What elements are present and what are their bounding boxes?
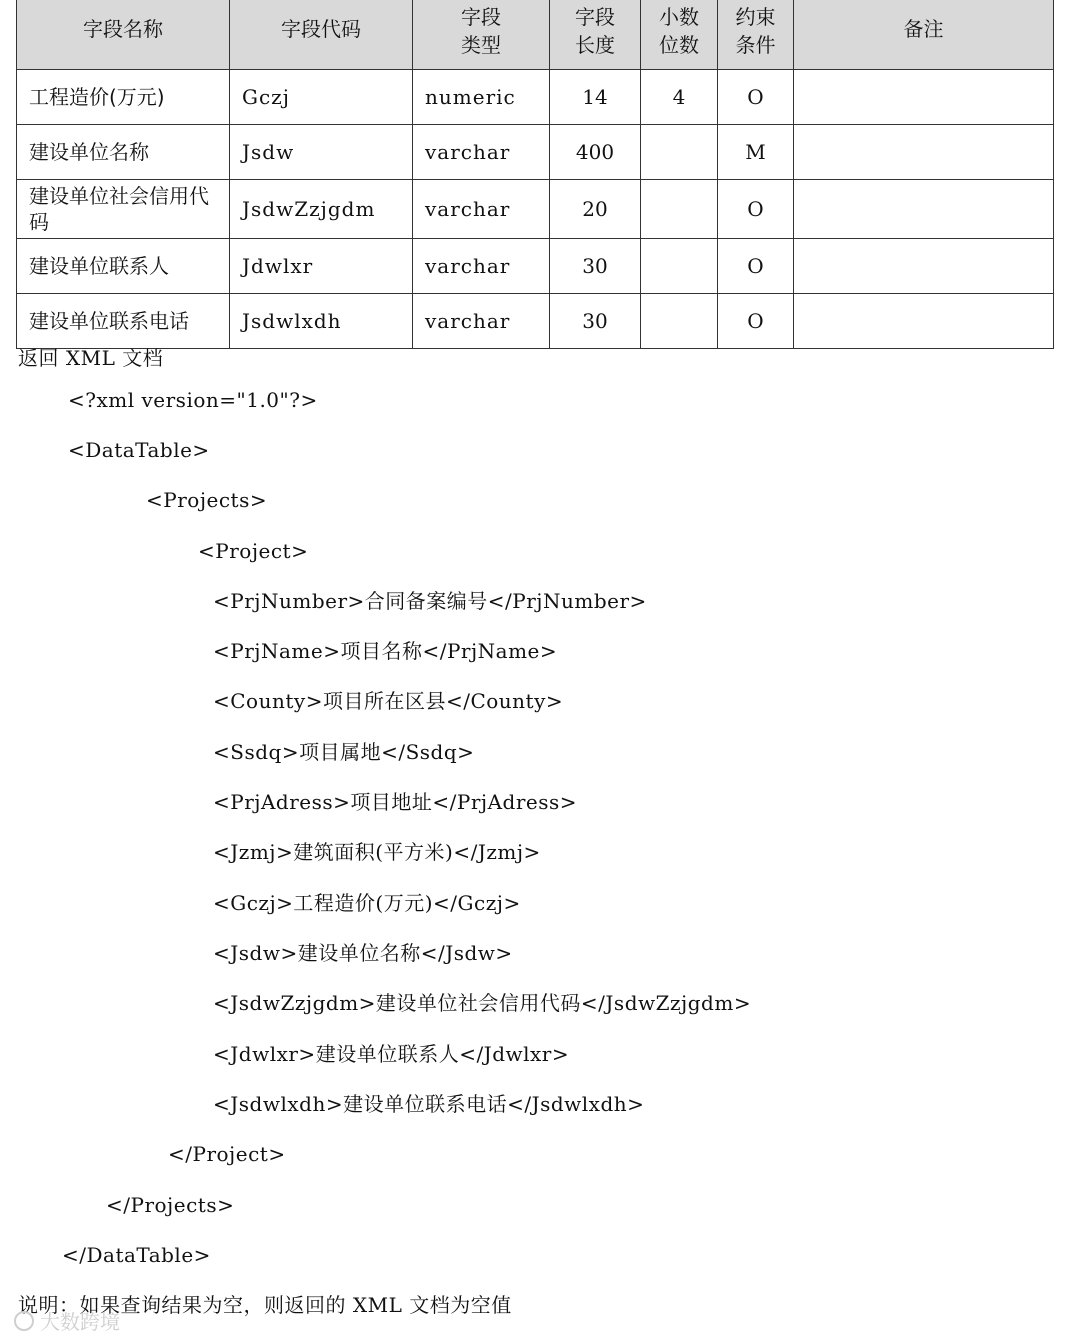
cell-field-name: 建设单位联系电话 — [17, 294, 230, 349]
cell-field-length: 30 — [550, 294, 641, 349]
xml-line: <PrjName>项目名称</PrjName> — [213, 639, 558, 663]
cell-remark — [794, 294, 1054, 349]
cell-field-length: 20 — [550, 180, 641, 239]
cell-field-type: varchar — [413, 294, 550, 349]
table-row — [17, 125, 1054, 180]
cell-constraint: O — [718, 239, 794, 294]
table-row — [17, 70, 1054, 125]
cell-decimals: 4 — [641, 70, 718, 125]
cell-constraint: O — [718, 294, 794, 349]
xml-line: <Jsdw>建设单位名称</Jsdw> — [213, 941, 513, 965]
cell-field-type: varchar — [413, 239, 550, 294]
cell-field-code: JsdwZzjgdm — [230, 180, 413, 239]
cell-constraint: O — [718, 70, 794, 125]
xml-line: </DataTable> — [62, 1243, 211, 1267]
cell-remark — [794, 70, 1054, 125]
header-field-code: 字段代码 — [230, 0, 413, 70]
cell-field-type: varchar — [413, 180, 550, 239]
xml-line: <Jzmj>建筑面积(平方米)</Jzmj> — [213, 840, 541, 864]
header-constraint: 约束 条件 — [718, 0, 794, 70]
xml-line: <DataTable> — [68, 438, 210, 462]
watermark-text: 大数跨境 — [40, 1310, 120, 1334]
header-field-type: 字段 类型 — [413, 0, 550, 70]
xml-line: <County>项目所在区县</County> — [213, 689, 564, 713]
xml-line: <?xml version="1.0"?> — [68, 388, 318, 412]
header-field-length: 字段 长度 — [550, 0, 641, 70]
cell-field-code: Gczj — [230, 70, 413, 125]
xml-line: <PrjAdress>项目地址</PrjAdress> — [213, 790, 578, 814]
cell-field-length: 30 — [550, 239, 641, 294]
xml-line: <Projects> — [146, 488, 268, 512]
cell-decimals — [641, 294, 718, 349]
xml-line: <PrjNumber>合同备案编号</PrjNumber> — [213, 589, 647, 613]
watermark-logo-icon — [14, 1311, 34, 1331]
cell-decimals — [641, 239, 718, 294]
xml-line: <Ssdq>项目属地</Ssdq> — [213, 740, 475, 764]
cell-field-name: 工程造价(万元) — [17, 70, 230, 125]
return-xml-heading: 返回 XML 文档 — [18, 346, 164, 370]
xml-line: <Jdwlxr>建设单位联系人</Jdwlxr> — [213, 1042, 570, 1066]
xml-line: </Project> — [168, 1142, 286, 1166]
cell-field-type: varchar — [413, 125, 550, 180]
xml-line: <Gczj>工程造价(万元)</Gczj> — [213, 891, 521, 915]
cell-decimals — [641, 180, 718, 239]
field-definition-table — [16, 0, 1054, 349]
cell-remark — [794, 180, 1054, 239]
header-decimals: 小数 位数 — [641, 0, 718, 70]
table-row — [17, 239, 1054, 294]
cell-field-code: Jsdw — [230, 125, 413, 180]
header-field-name: 字段名称 — [17, 0, 230, 70]
xml-line: </Projects> — [106, 1193, 235, 1217]
cell-field-length: 400 — [550, 125, 641, 180]
header-remark: 备注 — [794, 0, 1054, 70]
cell-field-code: Jsdwlxdh — [230, 294, 413, 349]
cell-field-length: 14 — [550, 70, 641, 125]
cell-constraint: M — [718, 125, 794, 180]
cell-field-name: 建设单位联系人 — [17, 239, 230, 294]
empty-result-note: 说明：如果查询结果为空，则返回的 XML 文档为空值 — [18, 1293, 512, 1317]
cell-constraint: O — [718, 180, 794, 239]
cell-field-name: 建设单位社会信用代码 — [17, 180, 230, 239]
cell-remark — [794, 239, 1054, 294]
cell-field-name: 建设单位名称 — [17, 125, 230, 180]
cell-field-code: Jdwlxr — [230, 239, 413, 294]
cell-remark — [794, 125, 1054, 180]
cell-field-type: numeric — [413, 70, 550, 125]
table-row — [17, 180, 1054, 239]
watermark — [14, 1306, 120, 1335]
table-header-row — [17, 0, 1054, 70]
cell-decimals — [641, 125, 718, 180]
xml-line: <Project> — [198, 539, 309, 563]
table-row — [17, 294, 1054, 349]
xml-line: <JsdwZzjgdm>建设单位社会信用代码</JsdwZzjgdm> — [213, 991, 752, 1015]
xml-line: <Jsdwlxdh>建设单位联系电话</Jsdwlxdh> — [213, 1092, 645, 1116]
